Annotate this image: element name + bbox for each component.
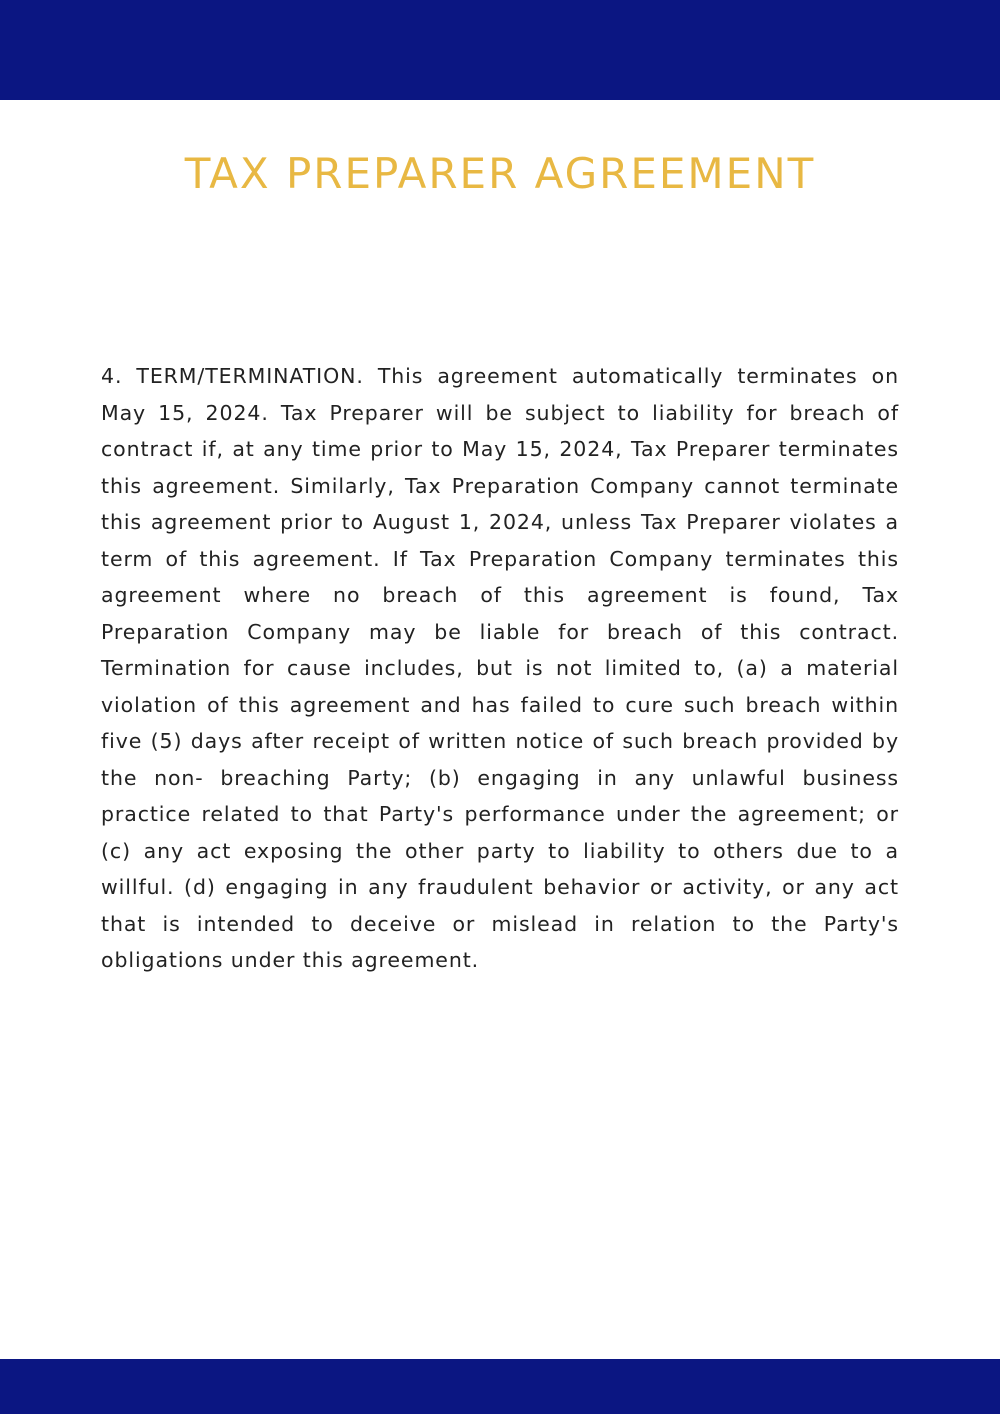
document-title: TAX PREPARER AGREEMENT [184,149,816,198]
header-band [0,0,1000,100]
termination-clause: 4. TERM/TERMINATION. This agreement automatically terminates on May 15, 2024. Tax Preparer will be subject to liability for breach of contract if, at any time prior to May 15, 2024, Tax Preparer terminates this agreement. Similarly, Tax Preparation Company cannot terminate this agreement prior to August 1, 2024, unless Tax Preparer violates a term of this agreement. If Tax Preparation Company terminates this agreement where no breach of this agreement is found, Tax Preparation Company may be liable for breach of this contract. Termination for cause includes, but is not limited to, (a) a material violation of this agreement and has failed to cure such breach within five (5) days after receipt of written notice of such breach provided by the non- breaching Party; (b) engaging in any unlawful business practice related to that Party's performance under the agreement; or (c) any act exposing the other party to liability to others due to a willful. (d) engaging in any fraudulent behavior or activity, or any act that is intended to deceive or mislead in relation to the Party's obligations under this agreement. [101,364,899,972]
footer-band [0,1359,1000,1414]
